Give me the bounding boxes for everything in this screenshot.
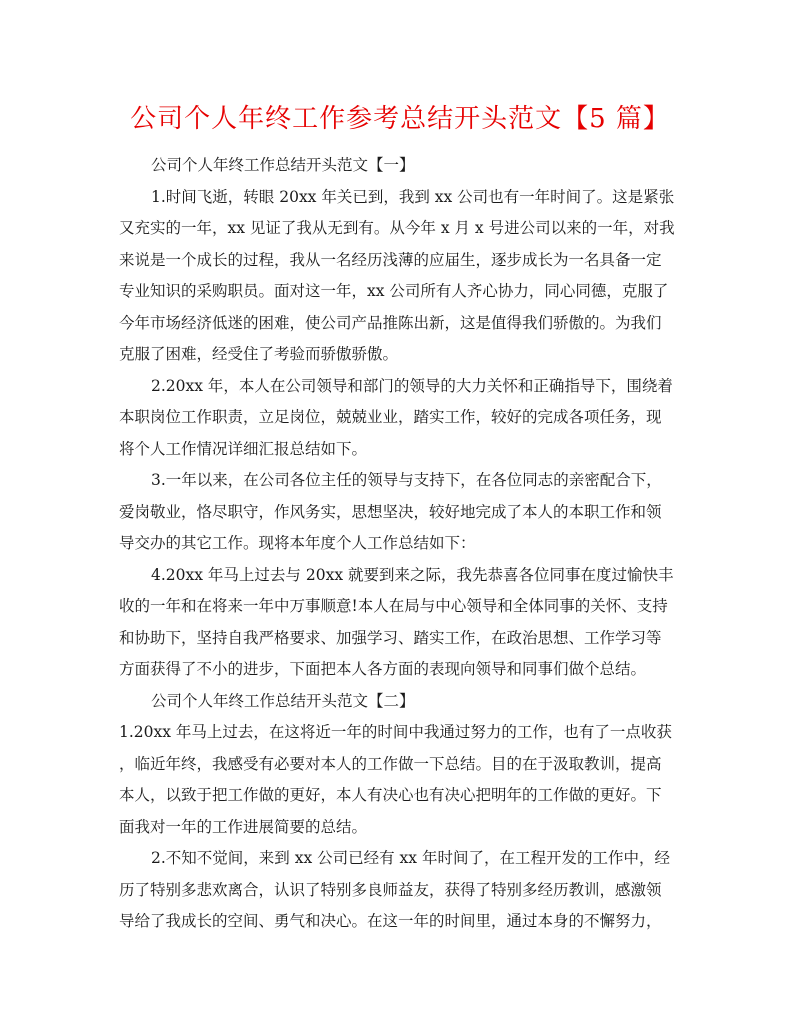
text-line: 历了特别多悲欢离合，认识了特别多良师益友，获得了特别多经历教训，感激领 [119,880,662,899]
text-line: 导交办的其它工作。现将本年度个人工作总结如下： [119,534,476,552]
text-line: 来说是一个成长的过程，我从一名经历浅薄的应届生，逐步成长为一名具备一定 [119,250,662,269]
text-line: 2.不知不觉间，来到 xx 公司已经有 xx 年时间了，在工程开发的工作中，经 [151,849,670,867]
document-title: 公司个人年终工作参考总结开头范文【5 篇】 [130,104,670,134]
text-line: 2.20xx 年，本人在公司领导和部门的领导的大力关怀和正确指导下，围绕着 [151,376,673,395]
text-line: 和协助下，坚持自我严格要求、加强学习、踏实工作，在政治思想、工作学习等 [119,628,662,647]
text-line: 3.一年以来，在公司各位主任的领导与支持下，在各位同志的亲密配合下， [151,471,662,489]
text-line: 本人，以致于把工作做的更好，本人有决心也有决心把明年的工作做的更好。下 [119,786,662,804]
text-line: 收的一年和在将来一年中万事顺意!本人在局与中心领导和全体同事的关怀、支持 [119,597,668,615]
text-line: 又充实的一年，xx 见证了我从无到有。从今年 x 月 x 号进公司以来的一年，对我 [119,219,675,237]
text-line: 4.20xx 年马上过去与 20xx 就要到来之际，我先恭喜各位同事在度过愉快丰 [151,565,674,584]
text-line: 克服了困难，经受住了考验而骄傲骄傲。 [119,345,399,363]
text-line: ，临近年终，我感受有必要对本人的工作做一下总结。目的在于汲取教训，提高 [119,754,662,773]
text-line: 专业知识的采购职员。面对这一年，xx 公司所有人齐心协力，同心同德，克服了 [119,282,669,300]
text-line: 将个人工作情况详细汇报总结如下。 [119,439,368,458]
text-line: 1.20xx 年马上过去，在这将近一年的时间中我通过努力的工作，也有了一点收获 [119,723,672,741]
text-line: 本职岗位工作职责，立足岗位，兢兢业业，踏实工作，较好的完成各项任务，现 [119,408,662,426]
text-line: 今年市场经济低迷的困难，使公司产品推陈出新，这是值得我们骄傲的。为我们 [119,313,662,332]
text-line: 爱岗敬业，恪尽职守，作风务实，思想坚决，较好地完成了本人的本职工作和领 [119,502,662,521]
document-body [119,150,677,938]
text-line: 公司个人年终工作总结开头范文【一】 [151,156,415,174]
text-line: 公司个人年终工作总结开头范文【二】 [151,691,415,710]
text-line: 面我对一年的工作进展简要的总结。 [119,817,368,836]
text-line: 导给了我成长的空间、勇气和决心。在这一年的时间里，通过本身的不懈努力， [119,912,662,930]
text-line: 方面获得了不小的进步，下面把本人各方面的表现向领导和同事们做个总结。 [119,660,647,678]
text-line: 1.时间飞逝，转眼 20xx 年关已到，我到 xx 公司也有一年时间了。这是紧张 [151,187,675,206]
